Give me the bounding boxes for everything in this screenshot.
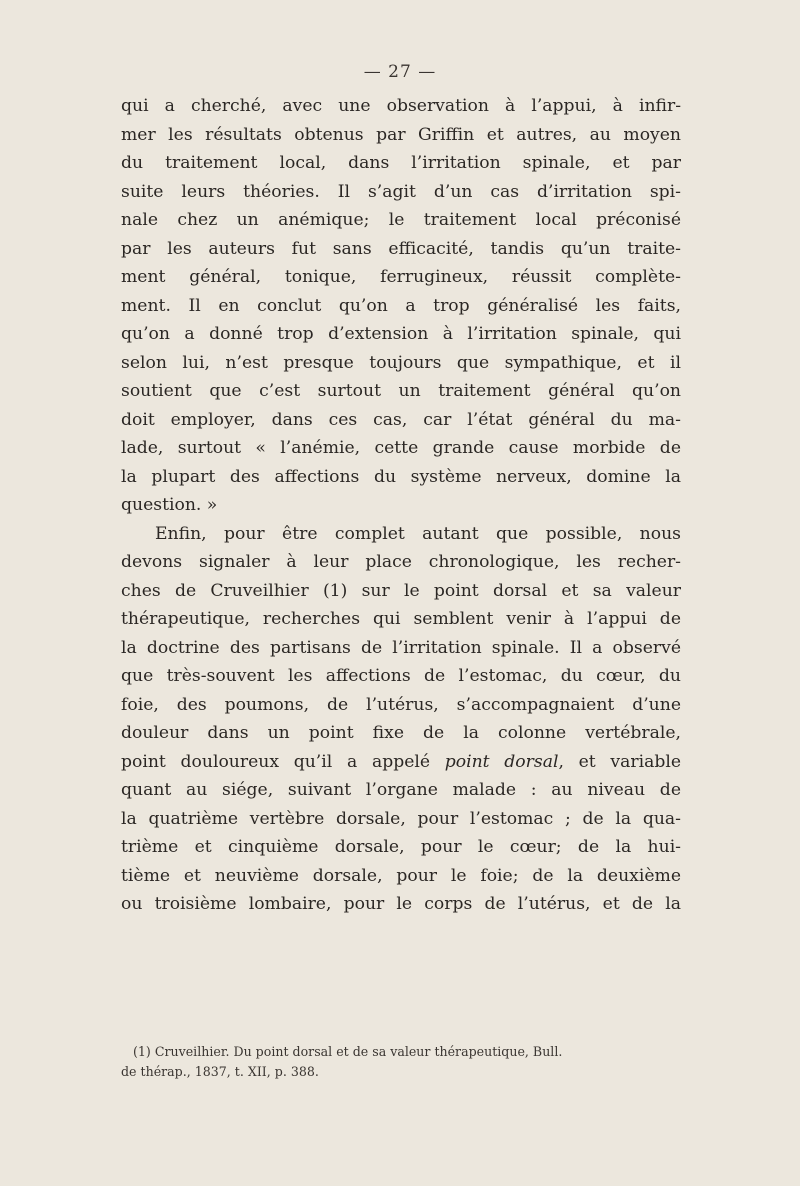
text-line: lade, surtout « l’anémie, cette grande cause morbide de bbox=[121, 438, 681, 458]
text-line: la quatrième vertèbre dorsale, pour l’estomac ; de la qua- bbox=[121, 808, 681, 829]
italic-term: point dorsal bbox=[444, 751, 559, 772]
text-line: devons signaler à leur place chronologique, les recher- bbox=[121, 552, 681, 572]
footnote bbox=[121, 1042, 681, 1082]
text-line: la plupart des affections du système nerveux, domine la bbox=[121, 466, 681, 487]
text-line: douleur dans un point fixe de la colonne vertébrale, bbox=[121, 723, 681, 743]
text-line: la doctrine des partisans de l’irritation spinale. Il a observé bbox=[121, 637, 681, 658]
text-line: nale chez un anémique; le traitement local préconisé bbox=[121, 210, 681, 230]
text-segment: point douloureux qu’il a appelé bbox=[121, 751, 445, 772]
text-line: foie, des poumons, de l’utérus, s’accompagnaient d’une bbox=[121, 694, 681, 715]
text-line: suite leurs théories. Il s’agit d’un cas d’irritation spi- bbox=[121, 181, 681, 202]
text-line: ou troisième lombaire, pour le corps de l’utérus, et de la bbox=[121, 894, 681, 914]
text-line: Enfin, pour être complet autant que possible, nous bbox=[155, 523, 681, 544]
text-line: qu’on a donné trop d’extension à l’irritation spinale, qui bbox=[121, 324, 681, 344]
text-line: tième et neuvième dorsale, pour le foie; de la deuxième bbox=[121, 865, 681, 886]
footnote-line: de thérap., 1837, t. XII, p. 388. bbox=[121, 1064, 319, 1079]
text-line: doit employer, dans ces cas, car l’état général du ma- bbox=[121, 409, 681, 430]
text-line: ment général, tonique, ferrugineux, réussit complète- bbox=[121, 267, 681, 287]
text-line: thérapeutique, recherches qui semblent venir à l’appui de bbox=[121, 609, 681, 629]
text-line: quant au siége, suivant l’organe malade : au niveau de bbox=[121, 780, 681, 800]
text-line-with-italic bbox=[121, 748, 681, 777]
body-text bbox=[121, 92, 681, 919]
text-line: question. » bbox=[121, 495, 218, 515]
text-line: soutient que c’est surtout un traitement général qu’on bbox=[121, 381, 681, 401]
text-line: que très-souvent les affections de l’estomac, du cœur, du bbox=[121, 666, 681, 686]
page-number: — 27 — bbox=[363, 62, 437, 82]
text-line: mer les résultats obtenus par Griffin et autres, au moyen bbox=[121, 124, 681, 145]
text-segment: , et variable bbox=[558, 751, 681, 772]
text-line: qui a cherché, avec une observation à l’appui, à infir- bbox=[121, 96, 681, 116]
footnote-line: (1) Cruveilhier. Du point dorsal et de sa valeur thérapeutique, Bull. bbox=[133, 1044, 563, 1059]
text-line: ches de Cruveilhier (1) sur le point dorsal et sa valeur bbox=[121, 580, 681, 601]
text-line: du traitement local, dans l’irritation spinale, et par bbox=[121, 153, 681, 173]
text-line: trième et cinquième dorsale, pour le cœur; de la hui- bbox=[121, 837, 681, 857]
text-line: par les auteurs fut sans efficacité, tandis qu’un traite- bbox=[121, 238, 681, 259]
text-line: ment. Il en conclut qu’on a trop généralisé les faits, bbox=[121, 295, 681, 316]
text-line: selon lui, n’est presque toujours que sympathique, et il bbox=[121, 352, 681, 373]
